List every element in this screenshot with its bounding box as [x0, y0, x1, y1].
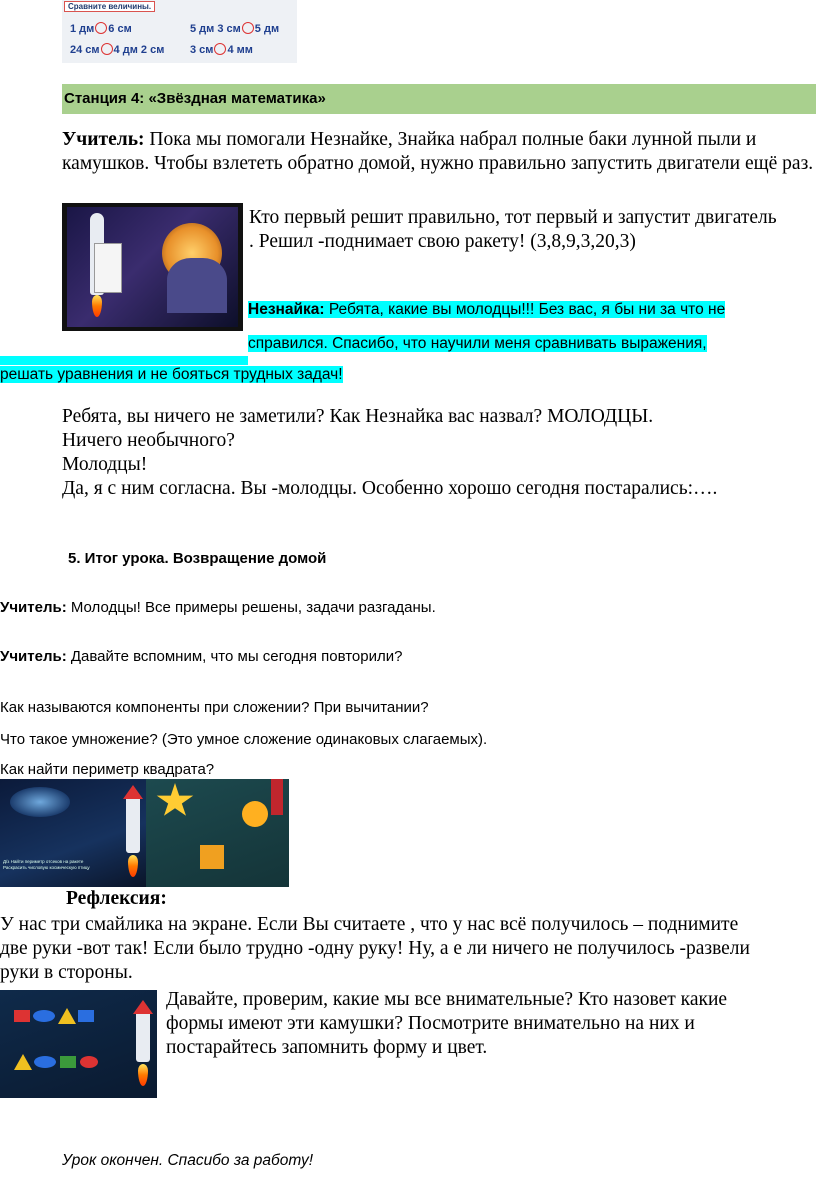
rocket-slide-image [62, 203, 243, 331]
station-title: Станция 4: «Звёздная математика» [64, 90, 326, 107]
reflection-paragraph: У нас три смайлика на экране. Если Вы считаете , что у нас всё получилось – поднимите две руки -вот так! Если было трудно -одну руку! Ну, а е ли ничего не получилось -развели руки в стороны. [0, 914, 750, 983]
ending-line: Урок окончен. Спасибо за работу! [62, 1152, 313, 1169]
neznaika-line: решать уравнения и не бояться трудных задач! [0, 366, 343, 383]
square-smiley-icon [200, 845, 224, 869]
highlight-strip [0, 356, 248, 365]
circle-icon [95, 22, 107, 34]
reflection-heading: Рефлексия: [66, 888, 167, 909]
question-line: Как называются компоненты при сложении? При вычитании? [0, 699, 429, 716]
compare-cell: 1 дм 6 см [70, 23, 132, 35]
circle-icon [101, 43, 113, 55]
circle-icon [214, 43, 226, 55]
teacher-paragraph: Учитель: Пока мы помогали Незнайке, Знайка набрал полные баки лунной пыли и камушков. Чтобы взлететь обратно домой, нужно правильно запустить двигатели ещё раз. [62, 129, 814, 174]
neznaika-line: Незнайка: Ребята, какие вы молодцы!!! Без вас, я бы ни за что не [248, 301, 726, 318]
circle-smiley-icon [242, 801, 268, 827]
star-smiley-icon [156, 783, 194, 819]
teacher-line: Учитель: Молодцы! Все примеры решены, задачи разгаданы. [0, 599, 436, 616]
question-line: Что такое умножение? (Это умное сложение одинаковых слагаемых). [0, 731, 488, 748]
question-line: Как найти периметр квадрата? [0, 761, 215, 778]
compare-cell: 5 дм 3 см 5 дм [190, 23, 280, 35]
compare-cell: 24 см 4 дм 2 см [70, 44, 165, 56]
compare-title: Сравните величины. [64, 1, 155, 12]
slide-caption: Д/з Найти периметр отсеков на ракете Раскрасить числовую космическую птицу [3, 859, 90, 870]
smiley-slide-image [146, 779, 289, 887]
side-text: Кто первый решит правильно, тот первый и запустит двигатель . Решил -поднимает свою ракету! (3,8,9,3,20,3) [249, 207, 777, 252]
neznaika-line: справился. Спасибо, что научили меня сравнивать выражения, [248, 335, 707, 352]
station-banner [62, 84, 816, 114]
shapes-slide-image [0, 990, 157, 1098]
compare-cell: 3 см 4 мм [190, 44, 253, 56]
attention-paragraph: Давайте, проверим, какие мы все внимательные? Кто назовет какие формы имеют эти камушки? Посмотрите внимательно на них и постарайтесь запомнить форму и цвет. [166, 989, 728, 1058]
summary-heading: 5. Итог урока. Возвращение домой [68, 550, 327, 567]
kids-paragraph: Ребята, вы ничего не заметили? Как Незнайка вас назвал? МОЛОДЦЫ. Ничего необычного? Молодцы! Да, я с ним согласна. Вы -молодцы. Особенно хорошо сегодня постарались:…. [62, 406, 718, 499]
teacher-line: Учитель: Давайте вспомним, что мы сегодня повторили? [0, 648, 403, 665]
space-slide-image [0, 779, 146, 887]
circle-icon [242, 22, 254, 34]
